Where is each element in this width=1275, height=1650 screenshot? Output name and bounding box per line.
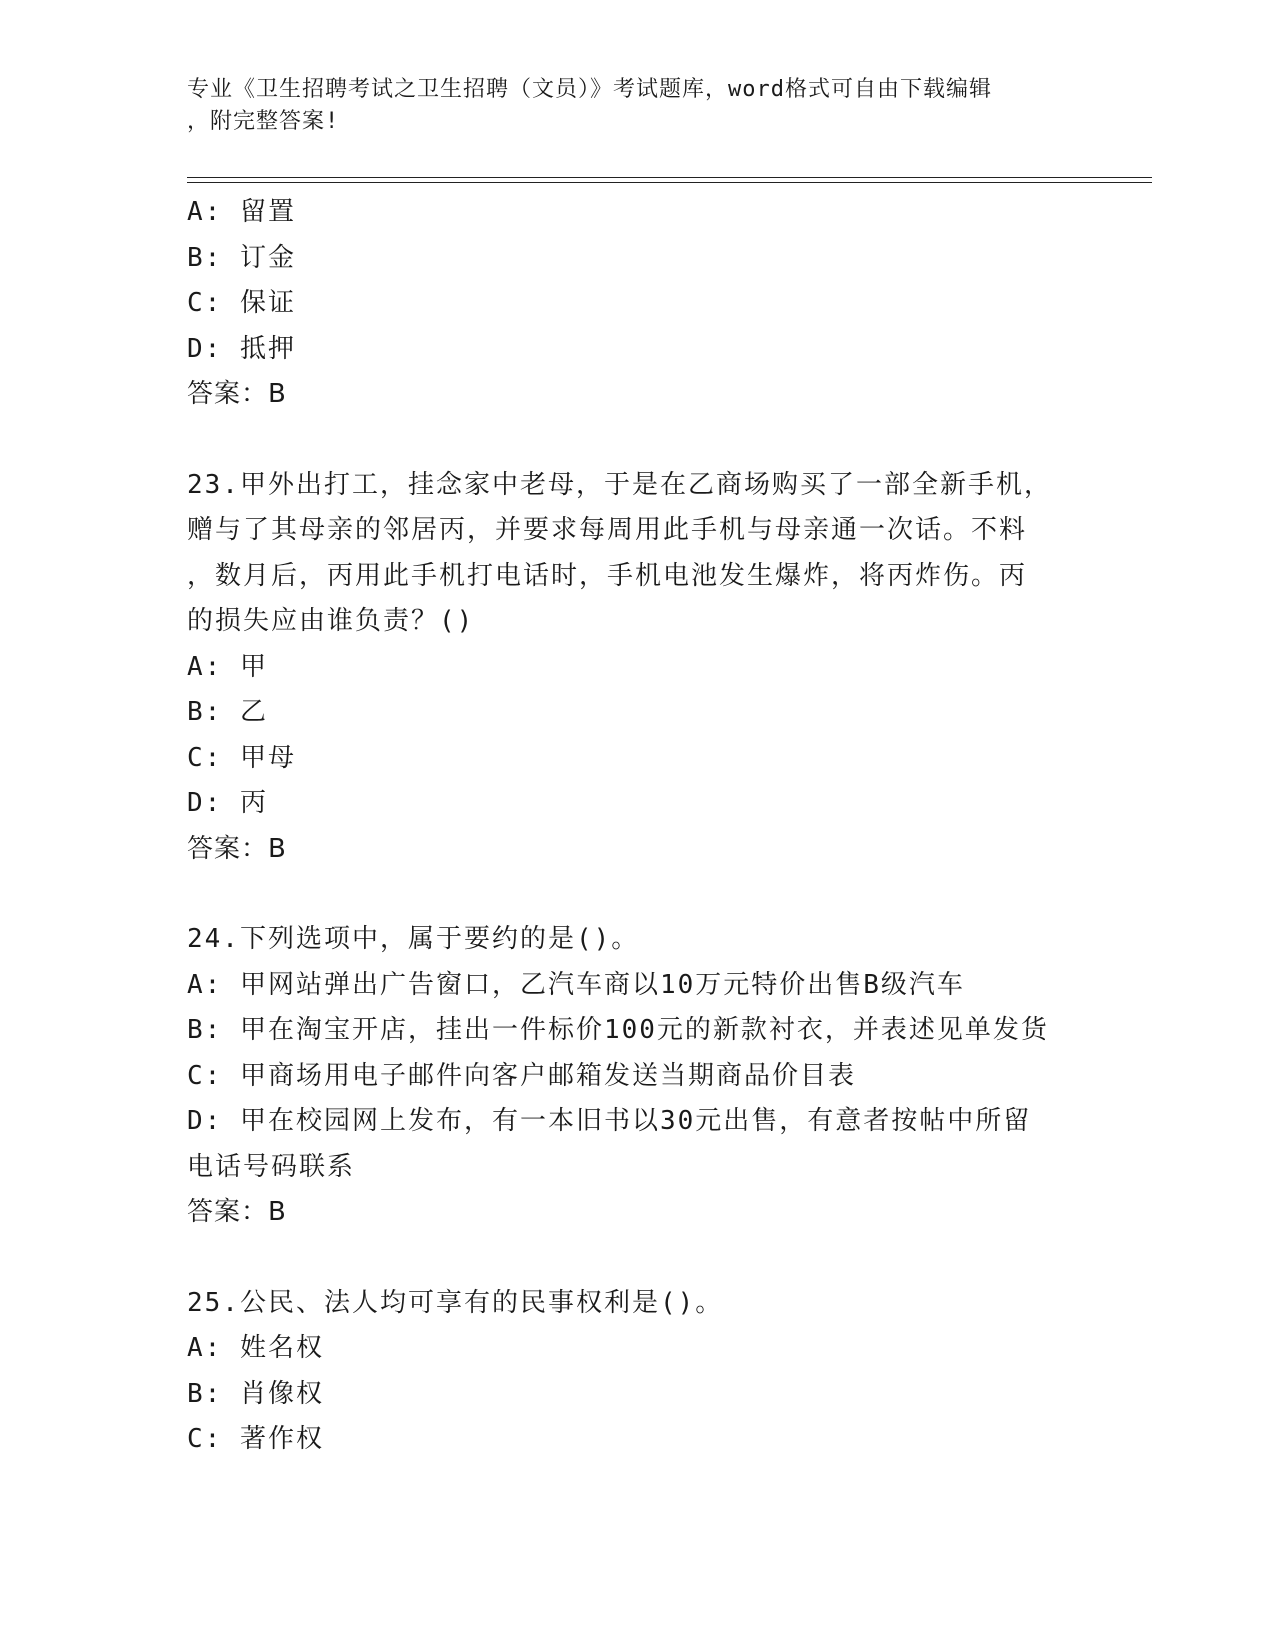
question-23 [187,463,1087,873]
question-stem-line: 赠与了其母亲的邻居丙，并要求每周用此手机与母亲通一次话。不料 [187,515,1028,545]
header-line-1: 专业《卫生招聘考试之卫生招聘（文员）》考试题库，word格式可自由下载编辑 [187,77,992,102]
option-a: A: 姓名权 [187,1333,324,1363]
answer: 答案：B [187,379,287,409]
option-b: B: 订金 [187,242,296,273]
question-stem-line: 25.公民、法人均可享有的民事权利是()。 [187,1287,724,1318]
option-d: D: 丙 [187,788,268,818]
answer: 答案：B [187,1197,287,1227]
option-c: C: 甲商场用电子邮件向客户邮箱发送当期商品价目表 [187,1060,856,1091]
document-header [187,74,1067,138]
question-list [187,190,1087,1463]
question-stem-line: 24.下列选项中，属于要约的是()。 [187,924,640,954]
question-stem-line: 的损失应由谁负责？() [187,606,475,636]
option-b: B: 肖像权 [187,1378,324,1409]
question-stem-line: 23.甲外出打工，挂念家中老母，于是在乙商场购买了一部全新手机， [187,469,1052,500]
question-25 [187,1281,1087,1463]
header-line-2: ，附完整答案! [187,109,340,134]
option-b: B: 甲在淘宝开店，挂出一件标价100元的新款衬衣，并表述见单发货 [187,1015,1049,1045]
option-a: A: 留置 [187,197,296,227]
header-divider [187,177,1152,183]
option-c: C: 甲母 [187,742,296,773]
option-b: B: 乙 [187,697,268,727]
option-a: A: 甲 [187,651,268,682]
option-c: C: 保证 [187,288,296,318]
question-22 [187,190,1087,418]
option-d: D: 甲在校园网上发布，有一本旧书以30元出售，有意者按帖中所留 [187,1106,1032,1136]
option-c: C: 著作权 [187,1424,324,1454]
question-stem-line: ，数月后，丙用此手机打电话时，手机电池发生爆炸，将丙炸伤。丙 [187,560,1028,591]
option-a: A: 甲网站弹出广告窗口，乙汽车商以10万元特价出售B级汽车 [187,969,965,1000]
option-d-continued: 电话号码联系 [187,1151,356,1182]
option-d: D: 抵押 [187,333,296,364]
question-24 [187,917,1087,1236]
answer: 答案：B [187,833,287,864]
